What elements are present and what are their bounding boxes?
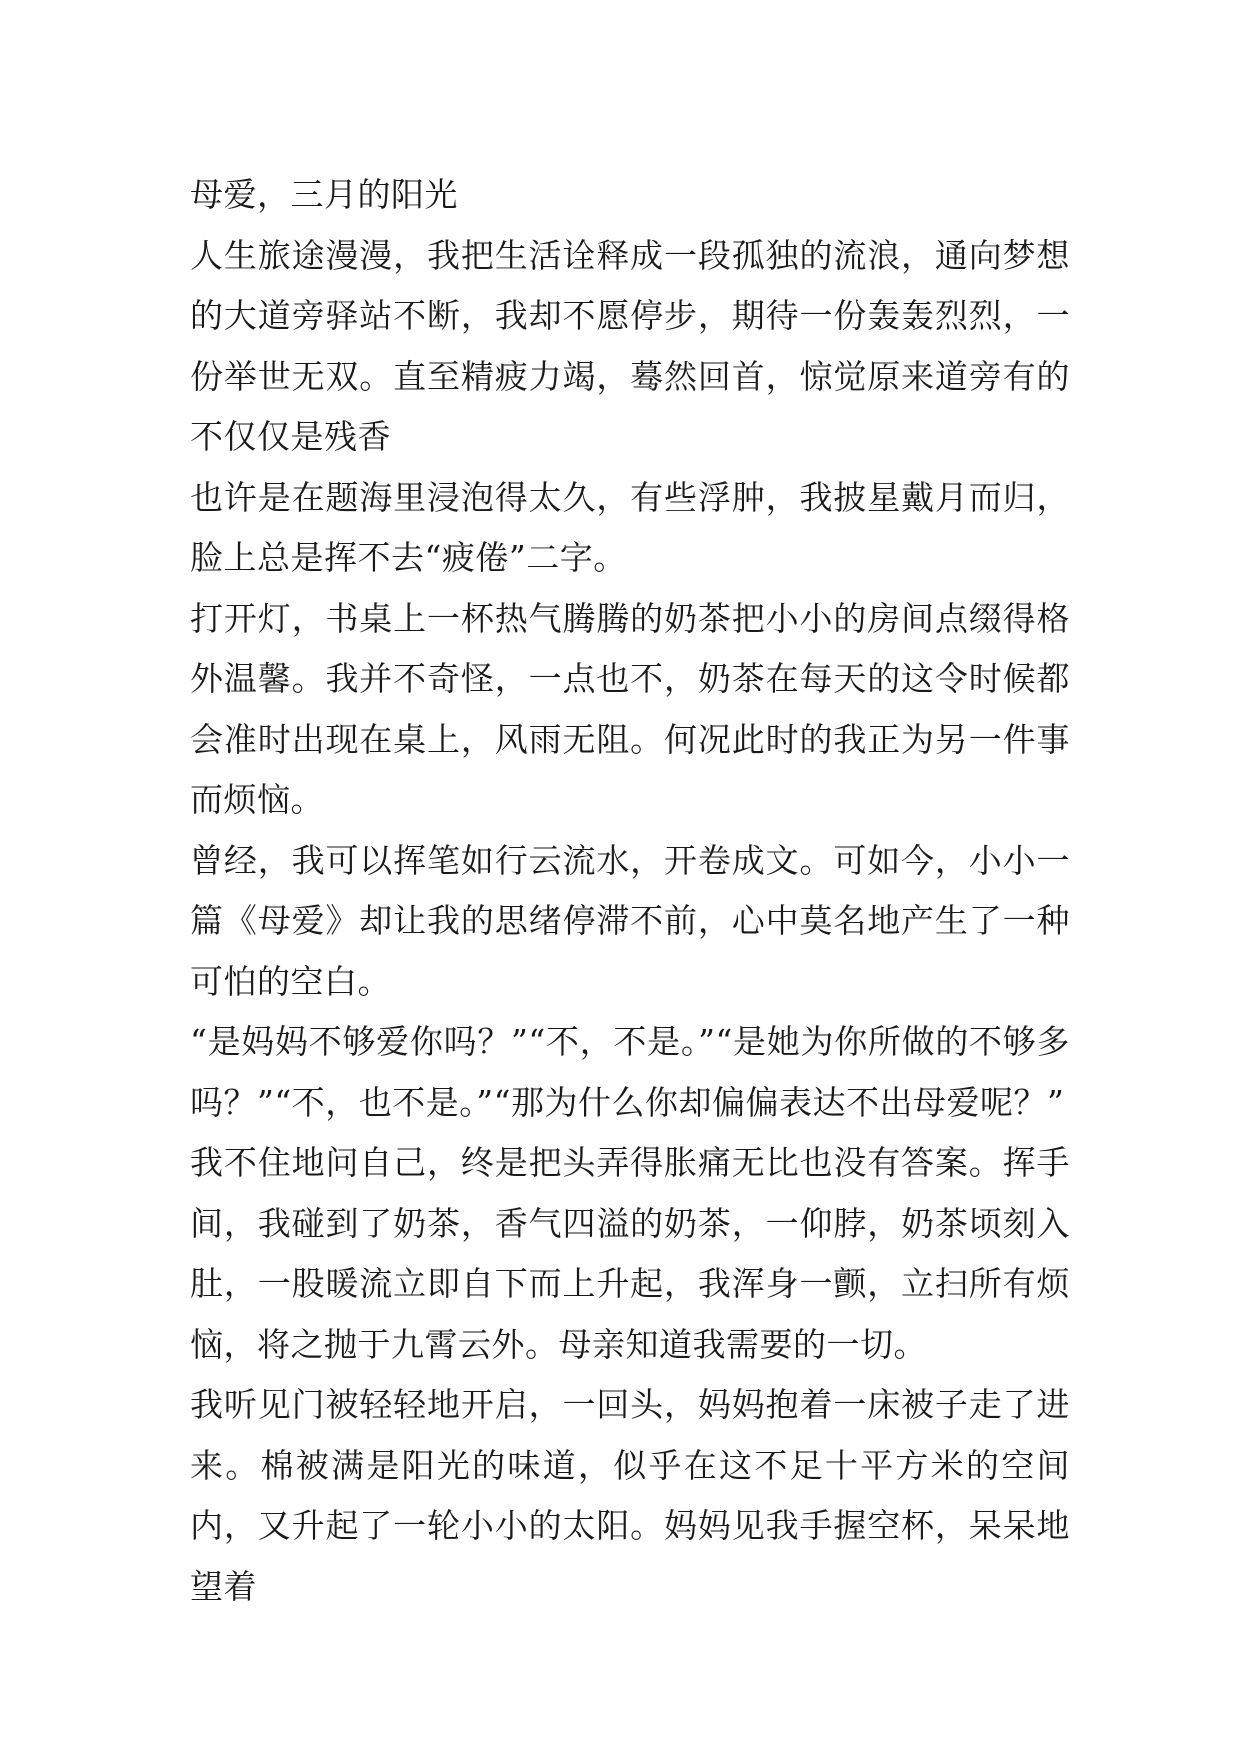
document-title: 母爱，三月的阳光 bbox=[190, 175, 458, 214]
paragraph: 打开灯，书桌上一杯热气腾腾的奶茶把小小的房间点缀得格外温馨。我并不奇怪，一点也不，奶茶在每天的这令时候都会准时出现在桌上，风雨无阻。何况此时的我正为另一件事而烦恼。 bbox=[190, 598, 1070, 819]
paragraph: 人生旅途漫漫，我把生活诠释成一段孤独的流浪，通向梦想的大道旁驿站不断，我却不愿停步，期待一份轰轰烈烈，一份举世无双。直至精疲力竭，蓦然回首，惊觉原来道旁有的不仅仅是残香 bbox=[190, 235, 1070, 456]
paragraph: “是妈妈不够爱你吗？”“不，不是。”“是她为你所做的不够多吗？”“不，也不是。”“那为什么你却偏偏表达不出母爱呢？” bbox=[190, 1022, 1070, 1122]
paragraph: 我不住地问自己，终是把头弄得胀痛无比也没有答案。挥手间，我碰到了奶茶，香气四溢的奶茶，一仰脖，奶茶顷刻入肚，一股暖流立即自下而上升起，我浑身一颤，立扫所有烦恼，将之抛于九霄云外。母亲知道我需要的一切。 bbox=[190, 1143, 1070, 1364]
document-body bbox=[190, 165, 1070, 1617]
paragraph: 我听见门被轻轻地开启，一回头，妈妈抱着一床被子走了进来。棉被满是阳光的味道，似乎在这不足十平方米的空间内，又升起了一轮小小的太阳。妈妈见我手握空杯，呆呆地望着 bbox=[190, 1385, 1070, 1606]
paragraph: 曾经，我可以挥笔如行云流水，开卷成文。可如今，小小一篇《母爱》却让我的思绪停滞不前，心中莫名地产生了一种可怕的空白。 bbox=[190, 840, 1070, 1001]
paragraph: 也许是在题海里浸泡得太久，有些浮肿，我披星戴月而归，脸上总是挥不去“疲倦”二字。 bbox=[190, 477, 1070, 577]
